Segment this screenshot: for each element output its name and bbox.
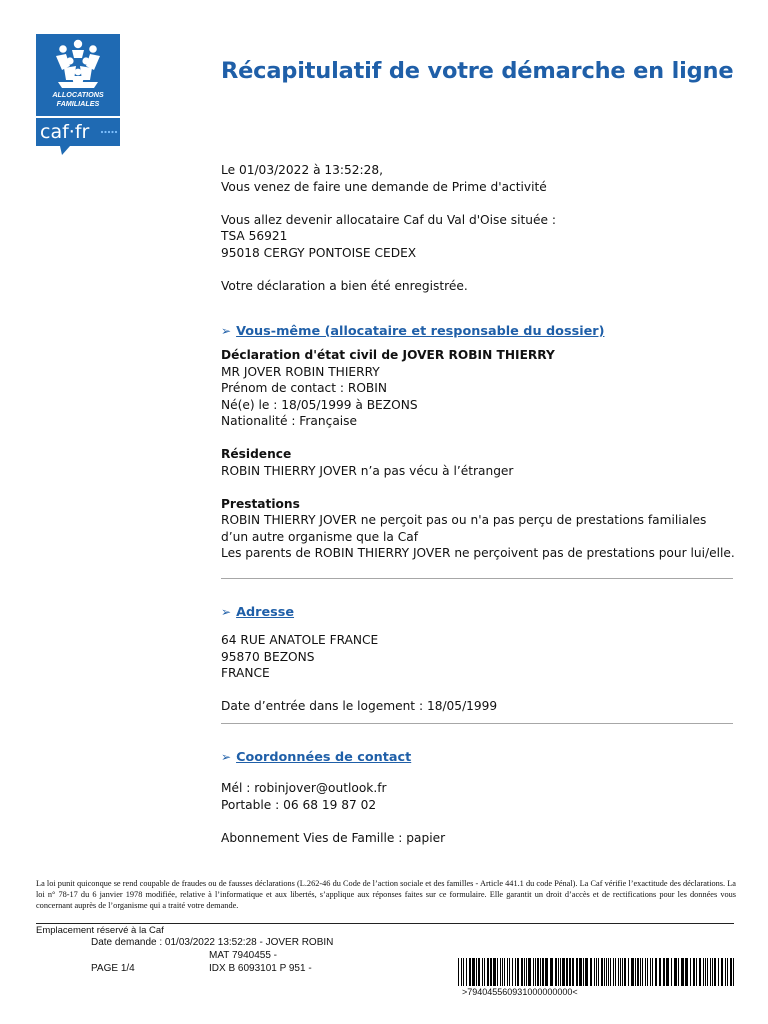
barcode-bar — [628, 958, 629, 986]
section-address-heading — [221, 605, 294, 620]
section-self-heading — [221, 324, 604, 339]
barcode-bar — [579, 958, 582, 986]
barcode-bar — [469, 958, 471, 986]
intro-caf: Vous allez devenir allocataire Caf du Val d'Oise située : — [221, 212, 556, 227]
barcode-bar — [640, 958, 641, 986]
barcode-bar — [663, 958, 665, 986]
logo-org-line1: ALLOCATIONS — [52, 90, 104, 99]
barcode-bar — [598, 958, 599, 986]
barcode-bar — [622, 958, 623, 986]
barcode-bar — [730, 958, 732, 986]
barcode-bar — [690, 958, 691, 986]
barcode-bar — [537, 958, 539, 986]
barcode-bar — [610, 958, 611, 986]
subscription: Abonnement Vies de Famille : papier — [221, 830, 446, 845]
barcode-bar — [533, 958, 534, 986]
barcode-bar — [562, 958, 565, 986]
residence-heading: Résidence — [221, 447, 292, 461]
barcode-bar — [710, 958, 711, 986]
barcode-bar — [594, 958, 595, 986]
residence-text: ROBIN THIERRY JOVER n’a pas vécu à l’étranger — [221, 463, 514, 478]
barcode-bar — [512, 958, 513, 986]
barcode-bar — [517, 958, 519, 986]
divider — [221, 578, 733, 579]
barcode-bar — [540, 958, 541, 986]
barcode-bar — [500, 958, 501, 986]
logo-org-line2: FAMILIALES — [56, 99, 100, 108]
barcode-bar — [631, 958, 634, 986]
section-address-title: Adresse — [236, 605, 295, 620]
barcode-bar — [558, 958, 559, 986]
barcode-bar — [618, 958, 619, 986]
barcode-bar — [545, 958, 548, 986]
section-self-title: Vous-même (allocataire et responsable du dossier) — [236, 324, 605, 339]
barcode-bar — [576, 958, 578, 986]
move-in-date: Date d’entrée dans le logement : 18/05/1999 — [221, 699, 498, 713]
barcode-bar — [526, 958, 527, 986]
divider — [221, 723, 733, 724]
barcode-bar — [655, 958, 657, 986]
section-address-content — [221, 632, 741, 715]
full-name: MR JOVER ROBIN THIERRY — [221, 364, 380, 379]
barcode-bar — [615, 958, 616, 986]
barcode-bar — [642, 958, 643, 986]
reserved-label: Emplacement réservé à la Caf — [36, 925, 164, 936]
footer-divider — [36, 923, 734, 924]
page-number: PAGE 1/4 — [91, 963, 135, 974]
barcode-bar — [703, 958, 704, 986]
intro-city: 95018 CERGY PONTOISE CEDEX — [221, 245, 417, 260]
barcode-bar — [693, 958, 695, 986]
barcode-bar — [721, 958, 723, 986]
barcode-bar — [635, 958, 636, 986]
birth-info: Né(e) le : 18/05/1999 à BEZONS — [221, 397, 418, 412]
barcode-bar — [521, 958, 523, 986]
barcode-bar — [502, 958, 503, 986]
barcode-bar — [652, 958, 653, 986]
barcode-bar — [458, 958, 459, 986]
intro-tsa: TSA 56921 — [221, 229, 288, 243]
barcode-bar — [596, 958, 597, 986]
caf-logo — [36, 34, 120, 155]
intro-request: Vous venez de faire une demande de Prime d'activité — [221, 179, 547, 194]
request-date: Date demande : 01/03/2022 13:52:28 - JOVER ROBIN — [91, 937, 334, 948]
barcode-bar — [707, 958, 708, 986]
section-contact-heading — [221, 750, 411, 765]
barcode-bar — [466, 958, 467, 986]
arrow-icon: ➢ — [221, 324, 232, 338]
prestations-heading: Prestations — [221, 496, 300, 511]
barcode-bar — [542, 958, 544, 986]
barcode-bar — [535, 958, 536, 986]
barcode-bar — [472, 958, 475, 986]
barcode-bar — [478, 958, 480, 986]
barcode-bar — [461, 958, 462, 986]
prestations-line3: Les parents de ROBIN THIERRY JOVER ne perçoivent pas de prestations pour lui/elle. — [221, 546, 735, 560]
barcode-bar — [463, 958, 464, 986]
barcode-bar — [685, 958, 688, 986]
barcode-bar — [604, 958, 605, 986]
barcode-bar — [659, 958, 661, 986]
barcode-bar — [515, 958, 516, 986]
barcode-bar — [583, 958, 584, 986]
intro-date: Le 01/03/2022 à 13:52:28, — [221, 163, 384, 177]
barcode-bar — [705, 958, 706, 986]
barcode-bar — [666, 958, 669, 986]
barcode-bar — [509, 958, 510, 986]
legal-notice: La loi punit quiconque se rend coupable de fraudes ou de fausses déclarations (L.262-46 du Code de l’action sociale et des familles - Article 441.1 du code Pénal). La Caf vérifie l’exactitude des déclarations. La loi n° 78-17 du 6 janvier 1978 modifiée, relative à l’informatique et aux libertés, s’applique aux réponses faites sur ce formulaire. Elle garantit un droit d’accès et de rectifications pour les données vous concernant auprès de l’organisme qui a traité votre demande. — [36, 879, 736, 910]
barcode-bar — [637, 958, 639, 986]
barcode-text: >794045560931000000000< — [462, 987, 578, 997]
barcode-bar — [714, 958, 716, 986]
barcode-bar — [718, 958, 719, 986]
intro-confirmation: Votre déclaration a bien été enregistrée. — [221, 278, 468, 293]
barcode-bar — [566, 958, 568, 986]
barcode-bar — [504, 958, 505, 986]
barcode-bar — [601, 958, 603, 986]
contact-first-name: Prénom de contact : ROBIN — [221, 381, 388, 395]
barcode-bar — [476, 958, 477, 986]
barcode-bar — [674, 958, 677, 986]
barcode-bar — [699, 958, 701, 986]
intro-block — [221, 162, 741, 294]
barcode-bar — [560, 958, 561, 986]
barcode-bar — [569, 958, 571, 986]
barcode-bar — [484, 958, 485, 986]
barcode-bar — [528, 958, 531, 986]
barcode-bar — [555, 958, 557, 986]
prestations-line1: ROBIN THIERRY JOVER ne perçoit pas ou n'a pas perçu de prestations familiales — [221, 513, 707, 527]
barcode-bar — [727, 958, 728, 986]
contact-email: Mél : robinjover@outlook.fr — [221, 781, 387, 795]
barcode-bar — [645, 958, 646, 986]
barcode-bar — [490, 958, 492, 986]
page-title: Récapitulatif de votre démarche en ligne — [221, 58, 734, 84]
barcode-bar — [493, 958, 496, 986]
barcode-bar — [678, 958, 679, 986]
barcode-bar — [507, 958, 508, 986]
section-contact-title: Coordonnées de contact — [236, 750, 412, 765]
barcode-bar — [482, 958, 483, 986]
barcode-bar — [487, 958, 489, 986]
address-street: 64 RUE ANATOLE FRANCE — [221, 633, 379, 647]
barcode-bar — [725, 958, 726, 986]
barcode — [458, 958, 734, 986]
section-self-content — [221, 347, 741, 562]
barcode-bar — [650, 958, 651, 986]
barcode-bar — [524, 958, 525, 986]
nationality: Nationalité : Française — [221, 414, 358, 428]
barcode-bar — [733, 958, 734, 986]
barcode-bar — [712, 958, 713, 986]
logo-brand: caf·fr — [40, 121, 90, 143]
prestations-line2: d’un autre organisme que la Caf — [221, 529, 419, 544]
arrow-icon: ➢ — [221, 605, 232, 619]
address-country: FRANCE — [221, 666, 270, 680]
barcode-bar — [497, 958, 498, 986]
barcode-bar — [696, 958, 697, 986]
idx-number: IDX B 6093101 P 951 - — [209, 963, 312, 974]
barcode-bar — [647, 958, 648, 986]
barcode-bar — [606, 958, 607, 986]
barcode-bar — [550, 958, 553, 986]
barcode-bar — [572, 958, 574, 986]
mat-number: MAT 7940455 - — [209, 950, 278, 961]
barcode-bar — [590, 958, 592, 986]
barcode-bar — [671, 958, 672, 986]
section-contact-content — [221, 780, 741, 846]
barcode-bar — [608, 958, 609, 986]
barcode-bar — [585, 958, 588, 986]
arrow-icon: ➢ — [221, 750, 232, 764]
barcode-bar — [681, 958, 684, 986]
barcode-bar — [613, 958, 614, 986]
barcode-bar — [620, 958, 621, 986]
civil-heading: Déclaration d'état civil de JOVER ROBIN THIERRY — [221, 348, 555, 362]
address-city: 95870 BEZONS — [221, 649, 315, 664]
barcode-bar — [624, 958, 626, 986]
contact-mobile: Portable : 06 68 19 87 02 — [221, 797, 377, 812]
